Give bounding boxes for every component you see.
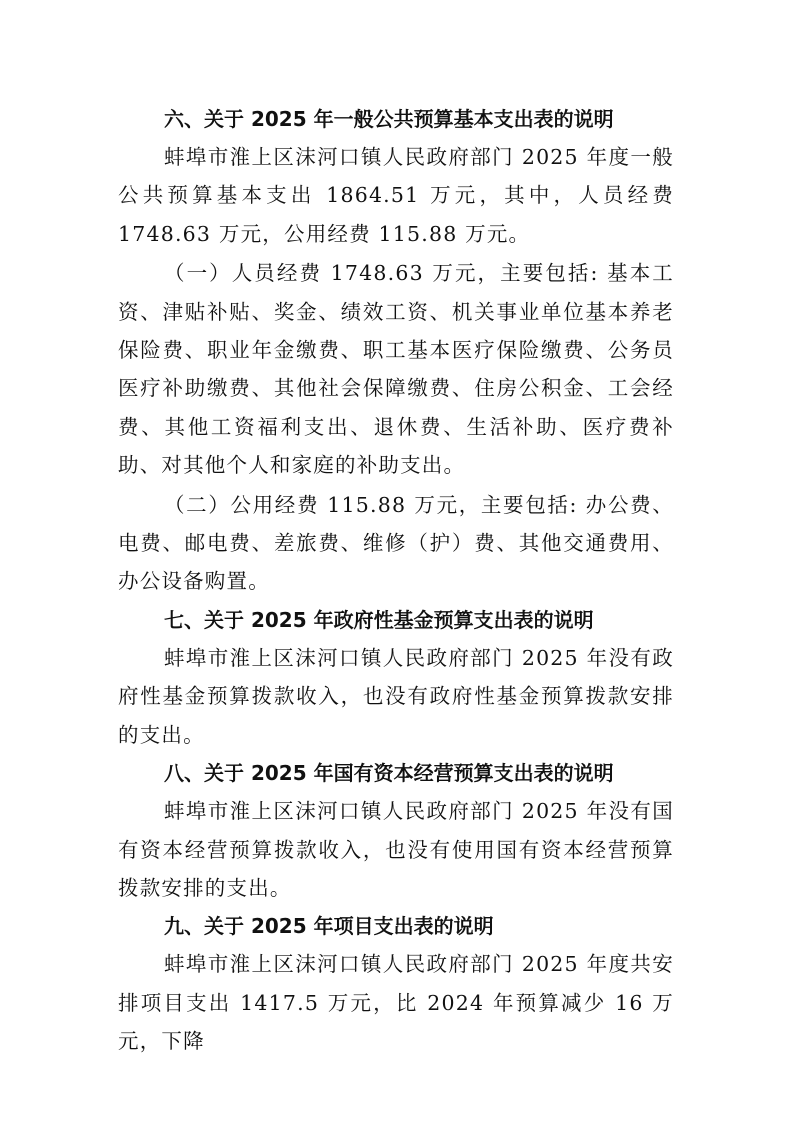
section-6-paragraph-personnel: （一）人员经费 1748.63 万元，主要包括: 基本工资、津贴补贴、奖金、绩效工资、机关事业单位基本养老保险费、职业年金缴费、职工基本医疗保险缴费、公务员医疗补助缴费、其他社会保障缴费、住房公积金、工会经费、其他工资福利支出、退休费、生活补助、医疗费补助、对其他个人和家庭的补助支出。 [118, 261, 674, 478]
section-8-paragraph-1: 蚌埠市淮上区沫河口镇人民政府部门 2025 年没有国有资本经营预算拨款收入，也没有使用国有资本经营预算拨款安排的支出。 [118, 799, 674, 900]
section-7-paragraph-1: 蚌埠市淮上区沫河口镇人民政府部门 2025 年没有政府性基金预算拨款收入，也没有政府性基金预算拨款安排的支出。 [118, 645, 674, 747]
section-6-paragraph-public: （二）公用经费 115.88 万元，主要包括: 办公费、电费、邮电费、差旅费、维修（护）费、其他交通费用、办公设备购置。 [118, 492, 674, 594]
section-6-paragraph-1: 蚌埠市淮上区沫河口镇人民政府部门 2025 年度一般公共预算基本支出 1864.51 万元，其中，人员经费 1748.63 万元，公用经费 115.88 万元。 [118, 145, 674, 246]
section-7-heading: 七、关于 2025 年政府性基金预算支出表的说明 [164, 607, 594, 632]
section-8-heading: 八、关于 2025 年国有资本经营预算支出表的说明 [164, 761, 614, 786]
section-6-heading: 六、关于 2025 年一般公共预算基本支出表的说明 [164, 107, 614, 131]
section-9-paragraph-1: 蚌埠市淮上区沫河口镇人民政府部门 2025 年度共安排项目支出 1417.5 万元，比 2024 年预算减少 16 万元，下降 [118, 952, 674, 1054]
section-9-heading: 九、关于 2025 年项目支出表的说明 [164, 914, 494, 939]
document-page [118, 100, 674, 1061]
